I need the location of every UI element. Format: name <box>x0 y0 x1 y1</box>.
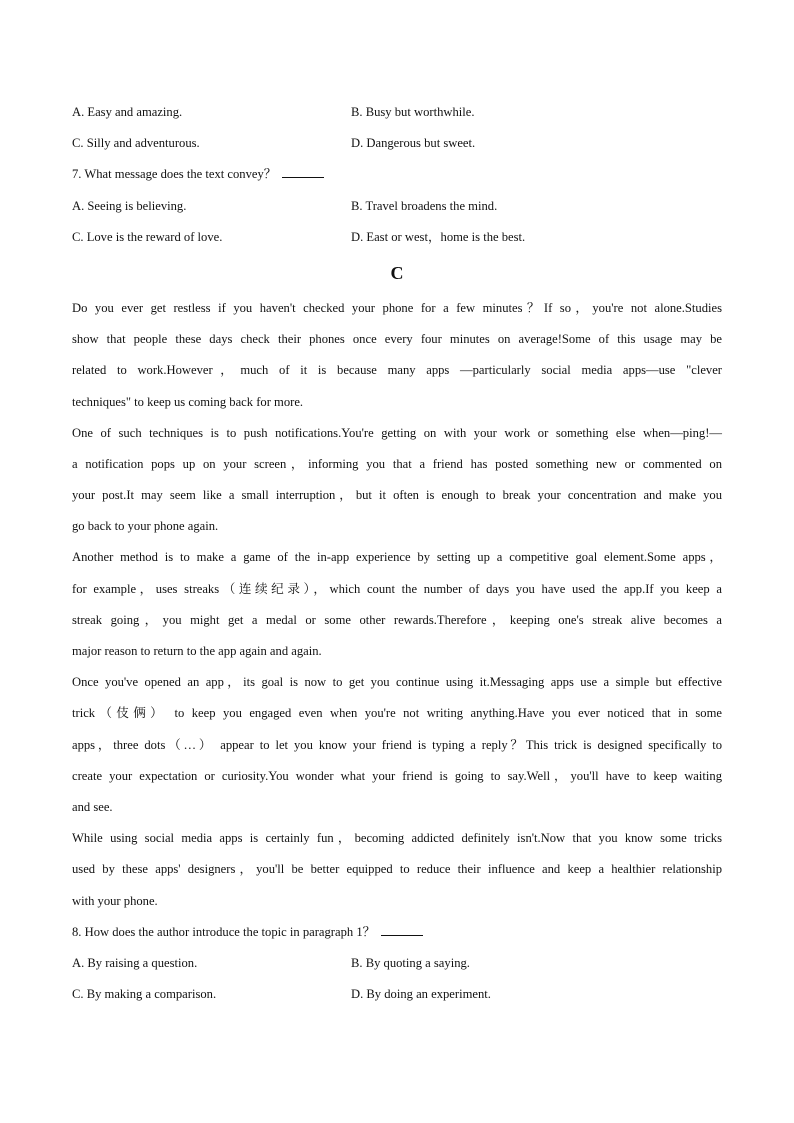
paragraph-line: techniques" to keep us coming back for more. <box>72 394 304 409</box>
paragraph-line: One of such techniques is to push notifications.You're getting on with your work or something else when—ping!— <box>72 425 722 440</box>
q7-option-d[interactable]: D. East or west，home is the best. <box>351 229 526 244</box>
paragraph-line: Do you ever get restless if you haven't checked your phone for a few minutes？If so，you're not alone.Studies <box>72 300 722 315</box>
paragraph-line: major reason to return to the app again and again. <box>72 644 322 658</box>
paragraph-line: go back to your phone again. <box>72 519 219 534</box>
section-c-title: C <box>390 262 404 283</box>
paragraph-line: Once you've opened an app，its goal is now to get you continue using it.Messaging apps use a simple but effective <box>72 675 722 690</box>
q8-option-c[interactable]: C. By making a comparison. <box>72 987 217 1002</box>
q7-answer-blank[interactable] <box>282 176 324 178</box>
q8-options-row-1 <box>72 948 722 979</box>
paragraph-line: and see. <box>72 799 113 814</box>
passage-paragraph-3 <box>72 542 722 667</box>
q8-option-b[interactable]: B. By quoting a saying. <box>351 955 470 970</box>
paragraph-line: used by these apps' designers，you'll be better equipped to reduce their influence and keep a healthier relationship <box>72 862 722 877</box>
paragraph-line: for example，uses streaks（连续纪录），which count the number of days you have used the app.If you keep a <box>72 581 722 596</box>
q8-stem-text: 8. How does the author introduce the topic in paragraph 1？ <box>72 924 376 939</box>
q7-options-row-2 <box>72 222 722 253</box>
paragraph-line: your post.It may seem like a small interruption，but it often is enough to break your concentration and make you <box>72 488 722 503</box>
q7-options-row-1 <box>72 191 722 222</box>
passage-paragraph-5 <box>72 823 722 917</box>
passage-paragraph-4 <box>72 667 722 823</box>
paragraph-line: streak going，you might get a medal or some other rewards.Therefore，keeping one's streak alive becomes a <box>72 612 722 627</box>
q6-option-d[interactable]: D. Dangerous but sweet. <box>351 136 476 151</box>
q8-option-d[interactable]: D. By doing an experiment. <box>351 987 491 1002</box>
paragraph-line: Another method is to make a game of the in-app experience by setting up a competitive goal element.Some apps， <box>72 550 722 565</box>
q7-option-c[interactable]: C. Love is the reward of love. <box>72 229 223 244</box>
q6-option-b[interactable]: B. Busy but worthwhile. <box>351 105 475 119</box>
q6-option-c[interactable]: C. Silly and adventurous. <box>72 136 200 151</box>
paragraph-line: related to work.However，much of it is because many apps —particularly social media apps—use "clever <box>72 363 722 378</box>
q7-stem <box>72 159 722 190</box>
paragraph-line: show that people these days check their phones once every four minutes on average!Some of this usage may be <box>72 332 722 347</box>
passage-paragraph-2 <box>72 418 722 543</box>
q6-options-row-1 <box>72 97 722 128</box>
q6-option-a[interactable]: A. Easy and amazing. <box>72 105 183 119</box>
paragraph-line: apps，three dots（…） appear to let you know your friend is typing a reply？This trick is designed specifically to <box>72 737 722 752</box>
q7-option-a[interactable]: A. Seeing is believing. <box>72 198 187 213</box>
q8-stem <box>72 917 722 948</box>
paragraph-line: a notification pops up on your screen，informing you that a friend has posted something new or commented on <box>72 456 722 471</box>
passage-paragraph-1 <box>72 293 722 418</box>
paragraph-line: create your expectation or curiosity.You wonder what your friend is going to say.Well，you'll have to keep waiting <box>72 768 722 783</box>
paragraph-line: trick（伎俩） to keep you engaged even when you're not writing anything.Have you ever noticed that in some <box>72 706 722 721</box>
q8-option-a[interactable]: A. By raising a question. <box>72 955 198 970</box>
q6-options-row-2 <box>72 128 722 159</box>
paragraph-line: with your phone. <box>72 893 158 908</box>
exam-page <box>72 97 722 1010</box>
q8-options-row-2 <box>72 979 722 1010</box>
paragraph-line: While using social media apps is certainly fun，becoming addicted definitely isn't.Now that you know some tricks <box>72 831 722 846</box>
q8-answer-blank[interactable] <box>381 934 423 936</box>
q7-option-b[interactable]: B. Travel broadens the mind. <box>351 198 498 213</box>
q7-stem-text: 7. What message does the text convey？ <box>72 167 277 182</box>
